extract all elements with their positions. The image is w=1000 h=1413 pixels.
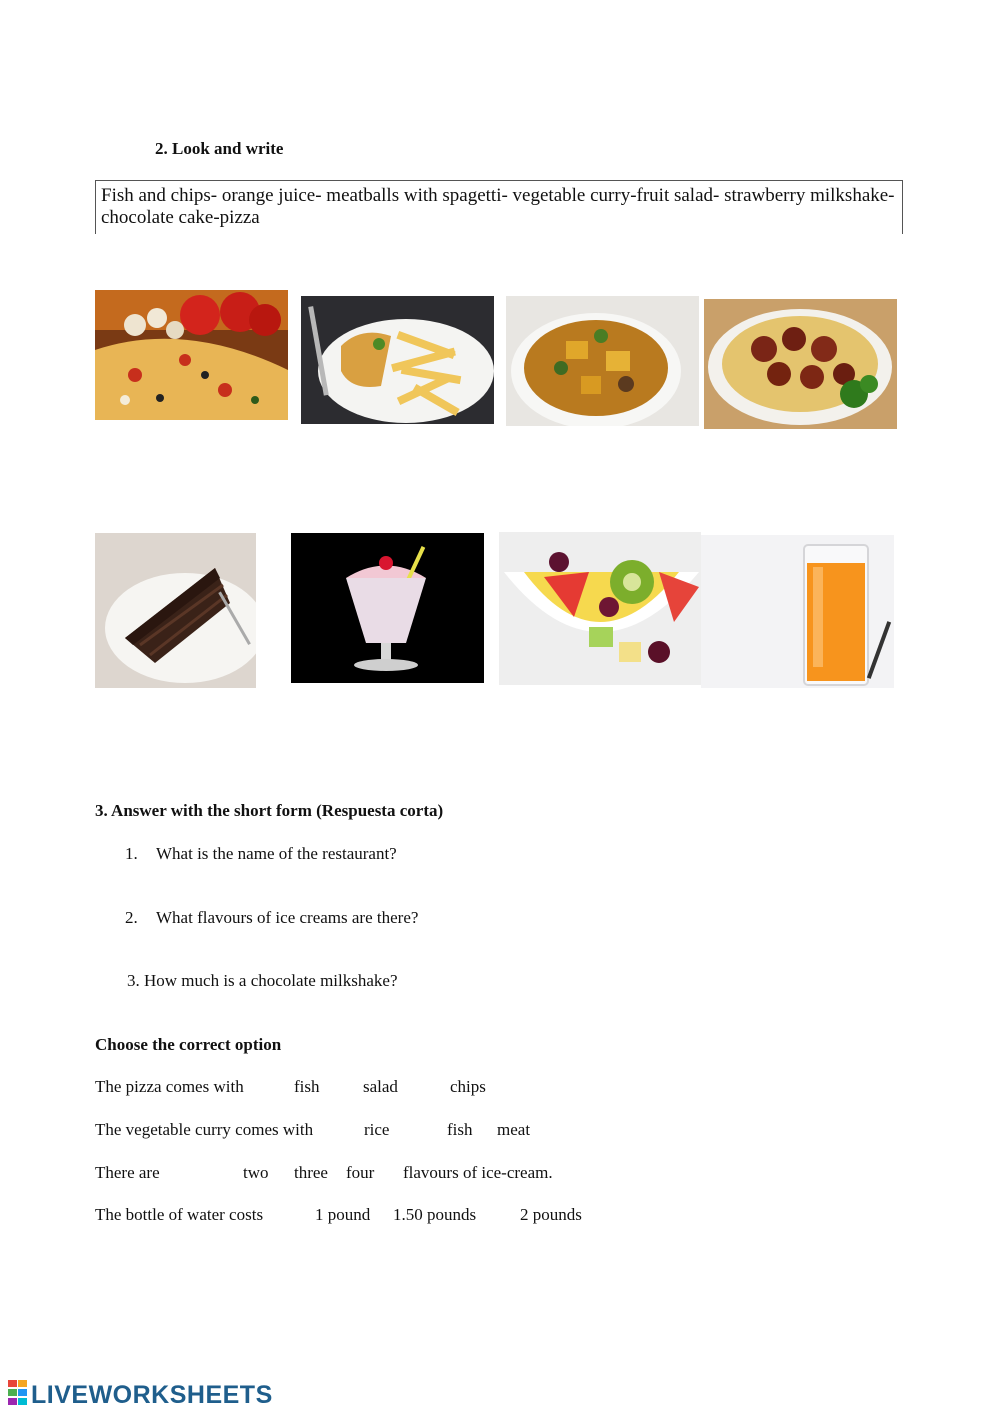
choice-2-prompt: The vegetable curry comes with	[95, 1120, 314, 1139]
choice-3-suffix: flavours of ice-cream.	[403, 1163, 553, 1182]
milkshake-image	[291, 533, 484, 683]
choice-1-option-chips[interactable]: chips	[450, 1077, 486, 1096]
choice-2-option-meat[interactable]: meat	[497, 1120, 531, 1139]
section-3-title: 3. Answer with the short form (Respuesta corta)	[95, 801, 444, 820]
choice-3-option-four[interactable]: four	[346, 1163, 375, 1182]
question-2: What flavours of ice creams are there?	[156, 908, 419, 927]
logo-text: LIVEWORKSHEETS	[31, 1381, 273, 1410]
vegetable-curry-image	[506, 296, 699, 426]
fruit-salad-image	[499, 532, 701, 685]
section-2-title: 2. Look and write	[155, 139, 284, 158]
choice-4-option-2-pounds[interactable]: 2 pounds	[520, 1205, 582, 1224]
question-2-number: 2.	[125, 908, 138, 927]
choice-1-prompt: The pizza comes with	[95, 1077, 244, 1096]
choice-1-option-fish[interactable]: fish	[294, 1077, 320, 1096]
word-bank-box: Fish and chips- orange juice- meatballs with spagetti- vegetable curry-fruit salad- strawberry milkshake-chocolate cake-pizza	[95, 180, 903, 234]
logo-blocks-icon	[8, 1380, 28, 1413]
orange-juice-image	[701, 535, 894, 688]
question-3: 3. How much is a chocolate milkshake?	[127, 971, 398, 990]
choice-3-prompt: There are	[95, 1163, 160, 1182]
meatballs-spaghetti-image	[704, 299, 897, 429]
pizza-image	[95, 290, 288, 420]
choice-4-prompt: The bottle of water costs	[95, 1205, 264, 1224]
section-choose-title: Choose the correct option	[95, 1035, 282, 1054]
choice-2-option-rice[interactable]: rice	[364, 1120, 390, 1139]
question-1-number: 1.	[125, 844, 138, 863]
choice-4-option-1-pound[interactable]: 1 pound	[315, 1205, 371, 1224]
question-1: What is the name of the restaurant?	[156, 844, 397, 863]
choice-3-option-two[interactable]: two	[243, 1163, 269, 1182]
choice-1-option-salad[interactable]: salad	[363, 1077, 398, 1096]
chocolate-cake-image	[95, 533, 256, 688]
choice-2-option-fish[interactable]: fish	[447, 1120, 473, 1139]
liveworksheets-logo	[8, 1380, 273, 1410]
choice-3-option-three[interactable]: three	[294, 1163, 328, 1182]
fish-and-chips-image	[301, 296, 494, 424]
choice-4-option-1-50-pounds[interactable]: 1.50 pounds	[393, 1205, 477, 1224]
